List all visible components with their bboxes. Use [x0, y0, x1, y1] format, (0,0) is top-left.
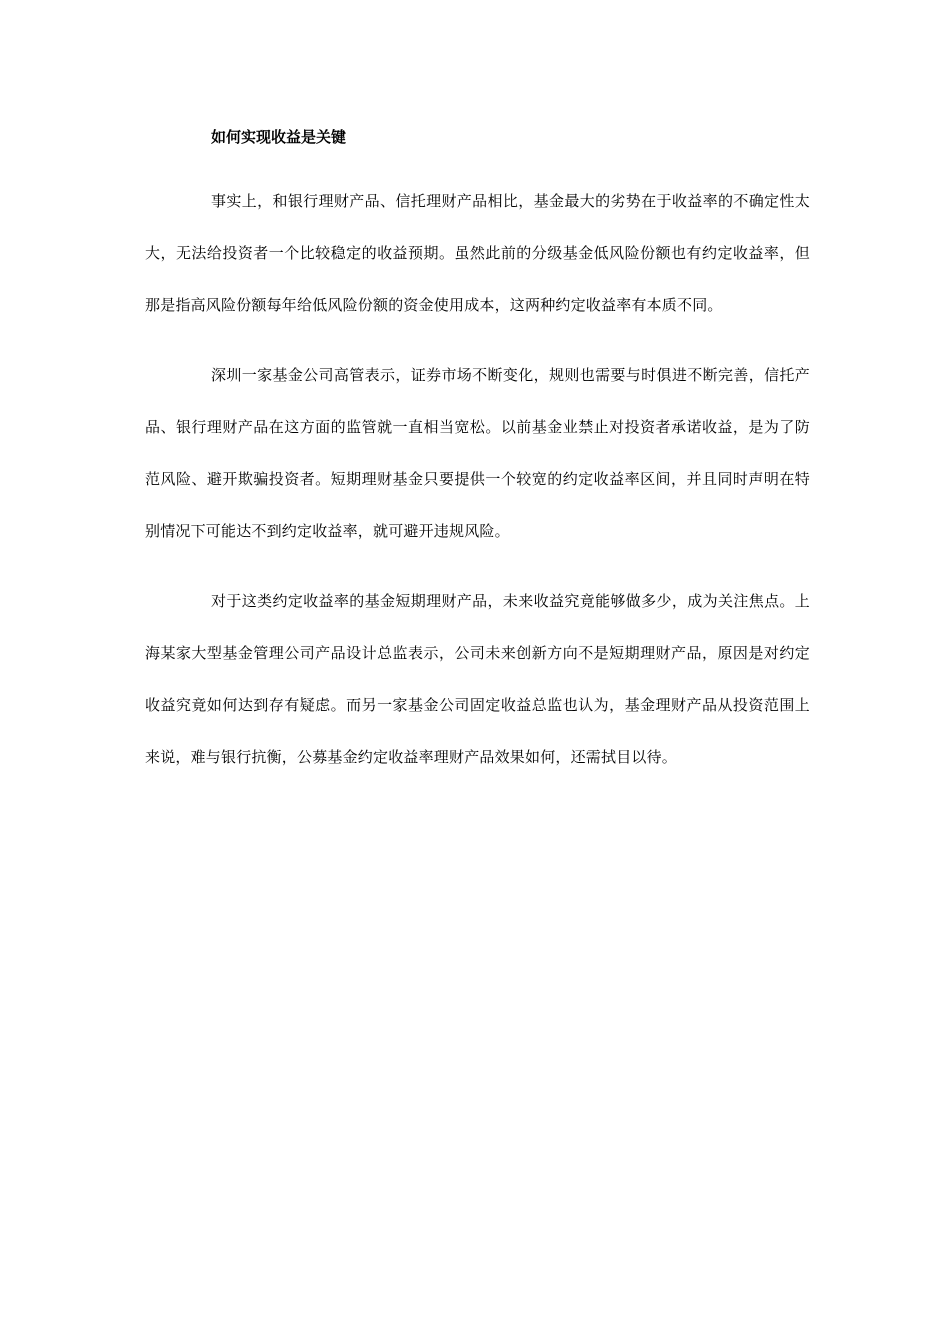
paragraph-2: 深圳一家基金公司高管表示，证券市场不断变化，规则也需要与时俱进不断完善，信托产品、银行理财产品在这方面的监管就一直相当宽松。以前基金业禁止对投资者承诺收益，是为了防范风险、避开欺骗投资者。短期理财基金只要提供一个较宽的约定收益率区间，并且同时声明在特别情况下可能达不到约定收益率，就可避开违规风险。 — [145, 366, 810, 540]
paragraph-3: 对于这类约定收益率的基金短期理财产品，未来收益究竟能够做多少，成为关注焦点。上海某家大型基金管理公司产品设计总监表示，公司未来创新方向不是短期理财产品，原因是对约定收益究竟如何达到存有疑虑。而另一家基金公司固定收益总监也认为，基金理财产品从投资范围上来说，难与银行抗衡，公募基金约定收益率理财产品效果如何，还需拭目以待。 — [145, 592, 810, 766]
document-body — [145, 122, 810, 801]
paragraph-1: 事实上，和银行理财产品、信托理财产品相比，基金最大的劣势在于收益率的不确定性太大，无法给投资者一个比较稳定的收益预期。虽然此前的分级基金低风险份额也有约定收益率，但那是指高风险份额每年给低风险份额的资金使用成本，这两种约定收益率有本质不同。 — [145, 192, 810, 314]
section-heading: 如何实现收益是关键 — [211, 128, 347, 146]
